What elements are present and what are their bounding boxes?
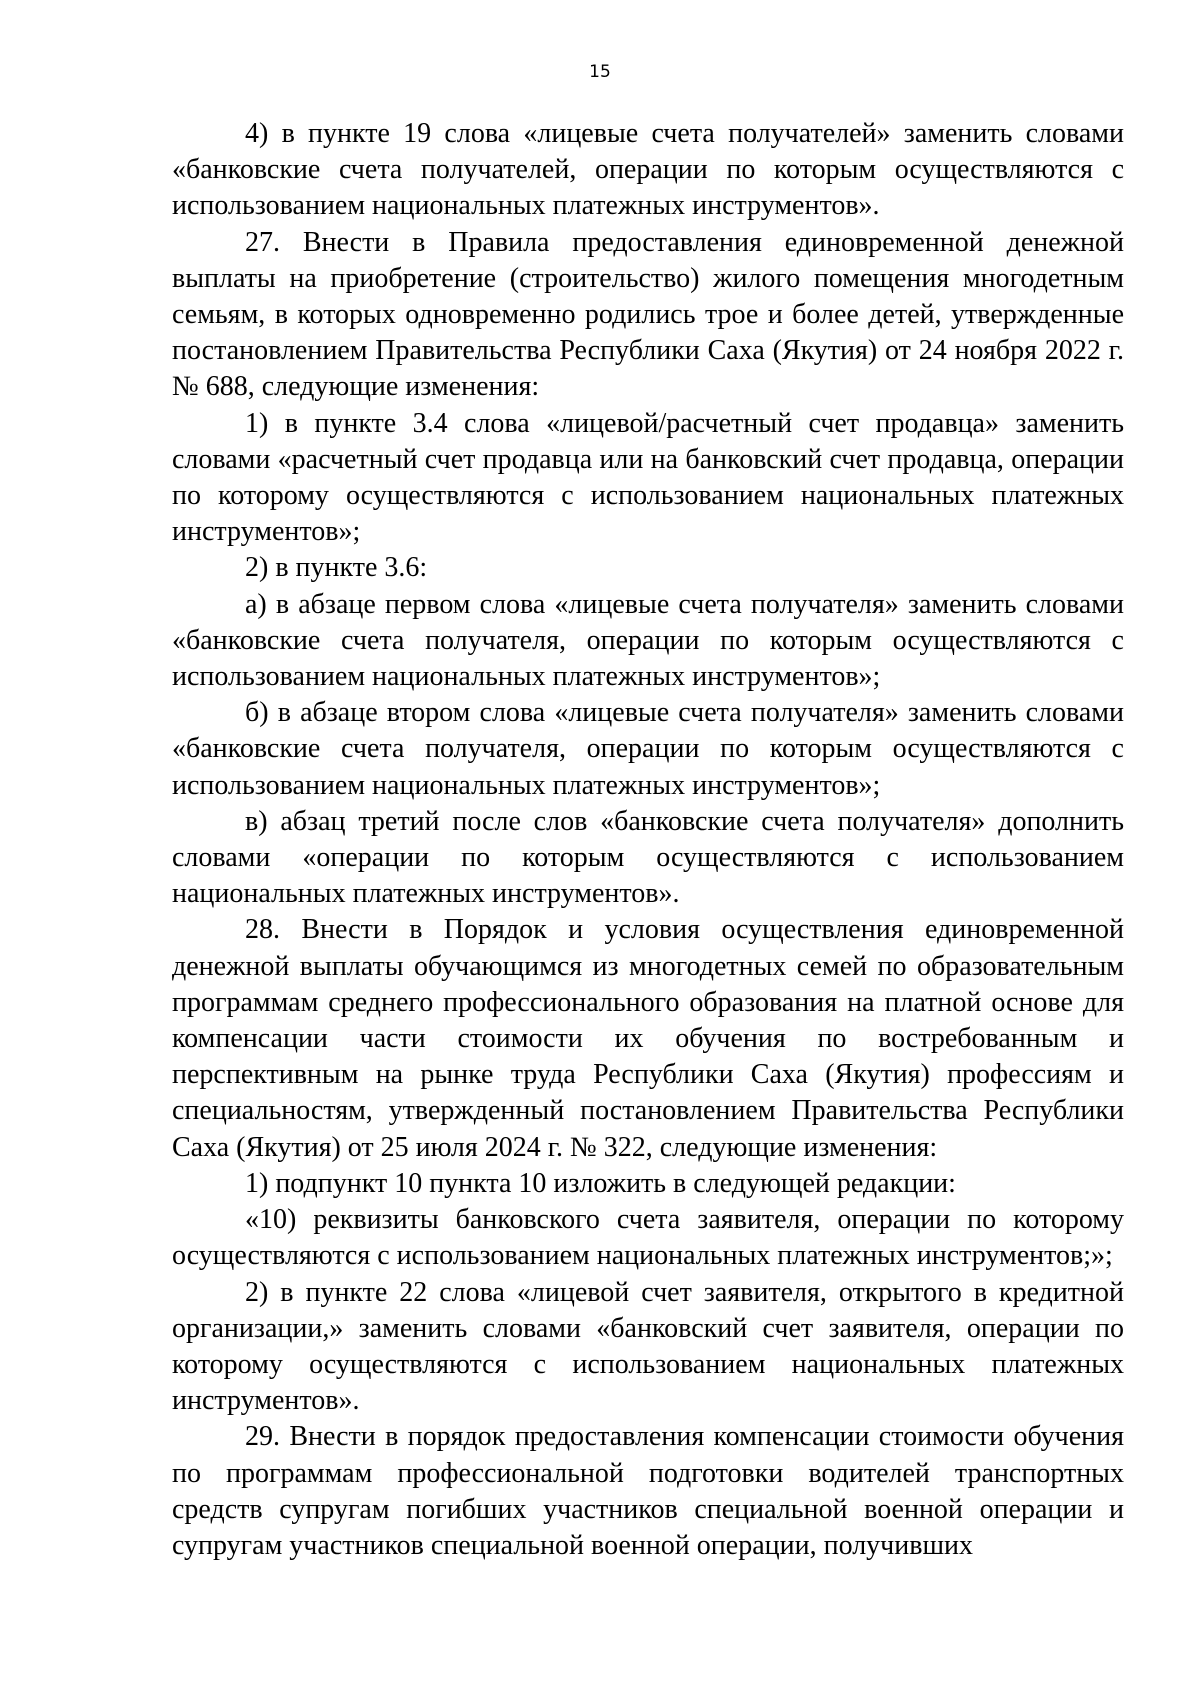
paragraph-quoted-10: «10) реквизиты банковского счета заявителя, операции по которому осуществляются с использованием национальных платежных инструментов;»; — [172, 1204, 1124, 1272]
paragraph-item-2-p22: 2) в пункте 22 слова «лицевой счет заявителя, открытого в кредитной организации,» заменить словами «банковский счет заявителя, операции по которому осуществляются с использованием национальных платежных инструментов». — [172, 1276, 1124, 1417]
paragraph-item-4: 4) в пункте 19 слова «лицевые счета получателей» заменить словами «банковские счета получателей, операции по которым осуществляются с использованием национальных платежных инструментов». — [172, 118, 1124, 222]
paragraph-item-1-p3-4: 1) в пункте 3.4 слова «лицевой/расчетный счет продавца» заменить словами «расчетный счет продавца или на банковский счет продавца, операции по которому осуществляются с использованием национальных платежных инструментов»; — [172, 407, 1124, 548]
paragraph-section-28: 28. Внести в Порядок и условия осуществления единовременной денежной выплаты обучающимся из многодетных семей по образовательным программам среднего профессионального образования на платной основе для компенсации части стоимости их обучения по востребованным и перспективным на рынке труда Республики Саха (Якутия) профессиям и специальностям, утвержденный постановлением Правительства Республики Саха (Якутия) от 25 июля 2024 г. № 322, следующие изменения: — [172, 914, 1124, 1163]
paragraph-item-1-p10: 1) подпункт 10 пункта 10 изложить в следующей редакции: — [245, 1167, 956, 1199]
page-number: 15 — [589, 62, 611, 82]
paragraph-section-29: 29. Внести в порядок предоставления компенсации стоимости обучения по программам профессиональной подготовки водителей транспортных средств супругам погибших участников специальной военной операции и супругам участников специальной военной операции, получивших — [172, 1421, 1124, 1561]
paragraph-subitem-v: в) абзац третий после слов «банковские счета получателя» дополнить словами «операции по которым осуществляются с использованием национальных платежных инструментов». — [172, 805, 1124, 910]
paragraph-subitem-b: б) в абзаце втором слова «лицевые счета получателя» заменить словами «банковские счета получателя, операции по которым осуществляются с использованием национальных платежных инструментов»; — [172, 697, 1124, 801]
paragraph-item-2-p3-6: 2) в пункте 3.6: — [245, 552, 428, 584]
paragraph-subitem-a: а) в абзаце первом слова «лицевые счета получателя» заменить словами «банковские счета получателя, операции по которым осуществляются с использованием национальных платежных инструментов»; — [172, 588, 1124, 693]
paragraph-section-27: 27. Внести в Правила предоставления единовременной денежной выплаты на приобретение (строительство) жилого помещения многодетным семьям, в которых одновременно родились трое и более детей, утвержденные постановлением Правительства Республики Саха (Якутия) от 24 ноября 2022 г. № 688, следующие изменения: — [172, 226, 1124, 403]
document-body — [172, 116, 1124, 1564]
